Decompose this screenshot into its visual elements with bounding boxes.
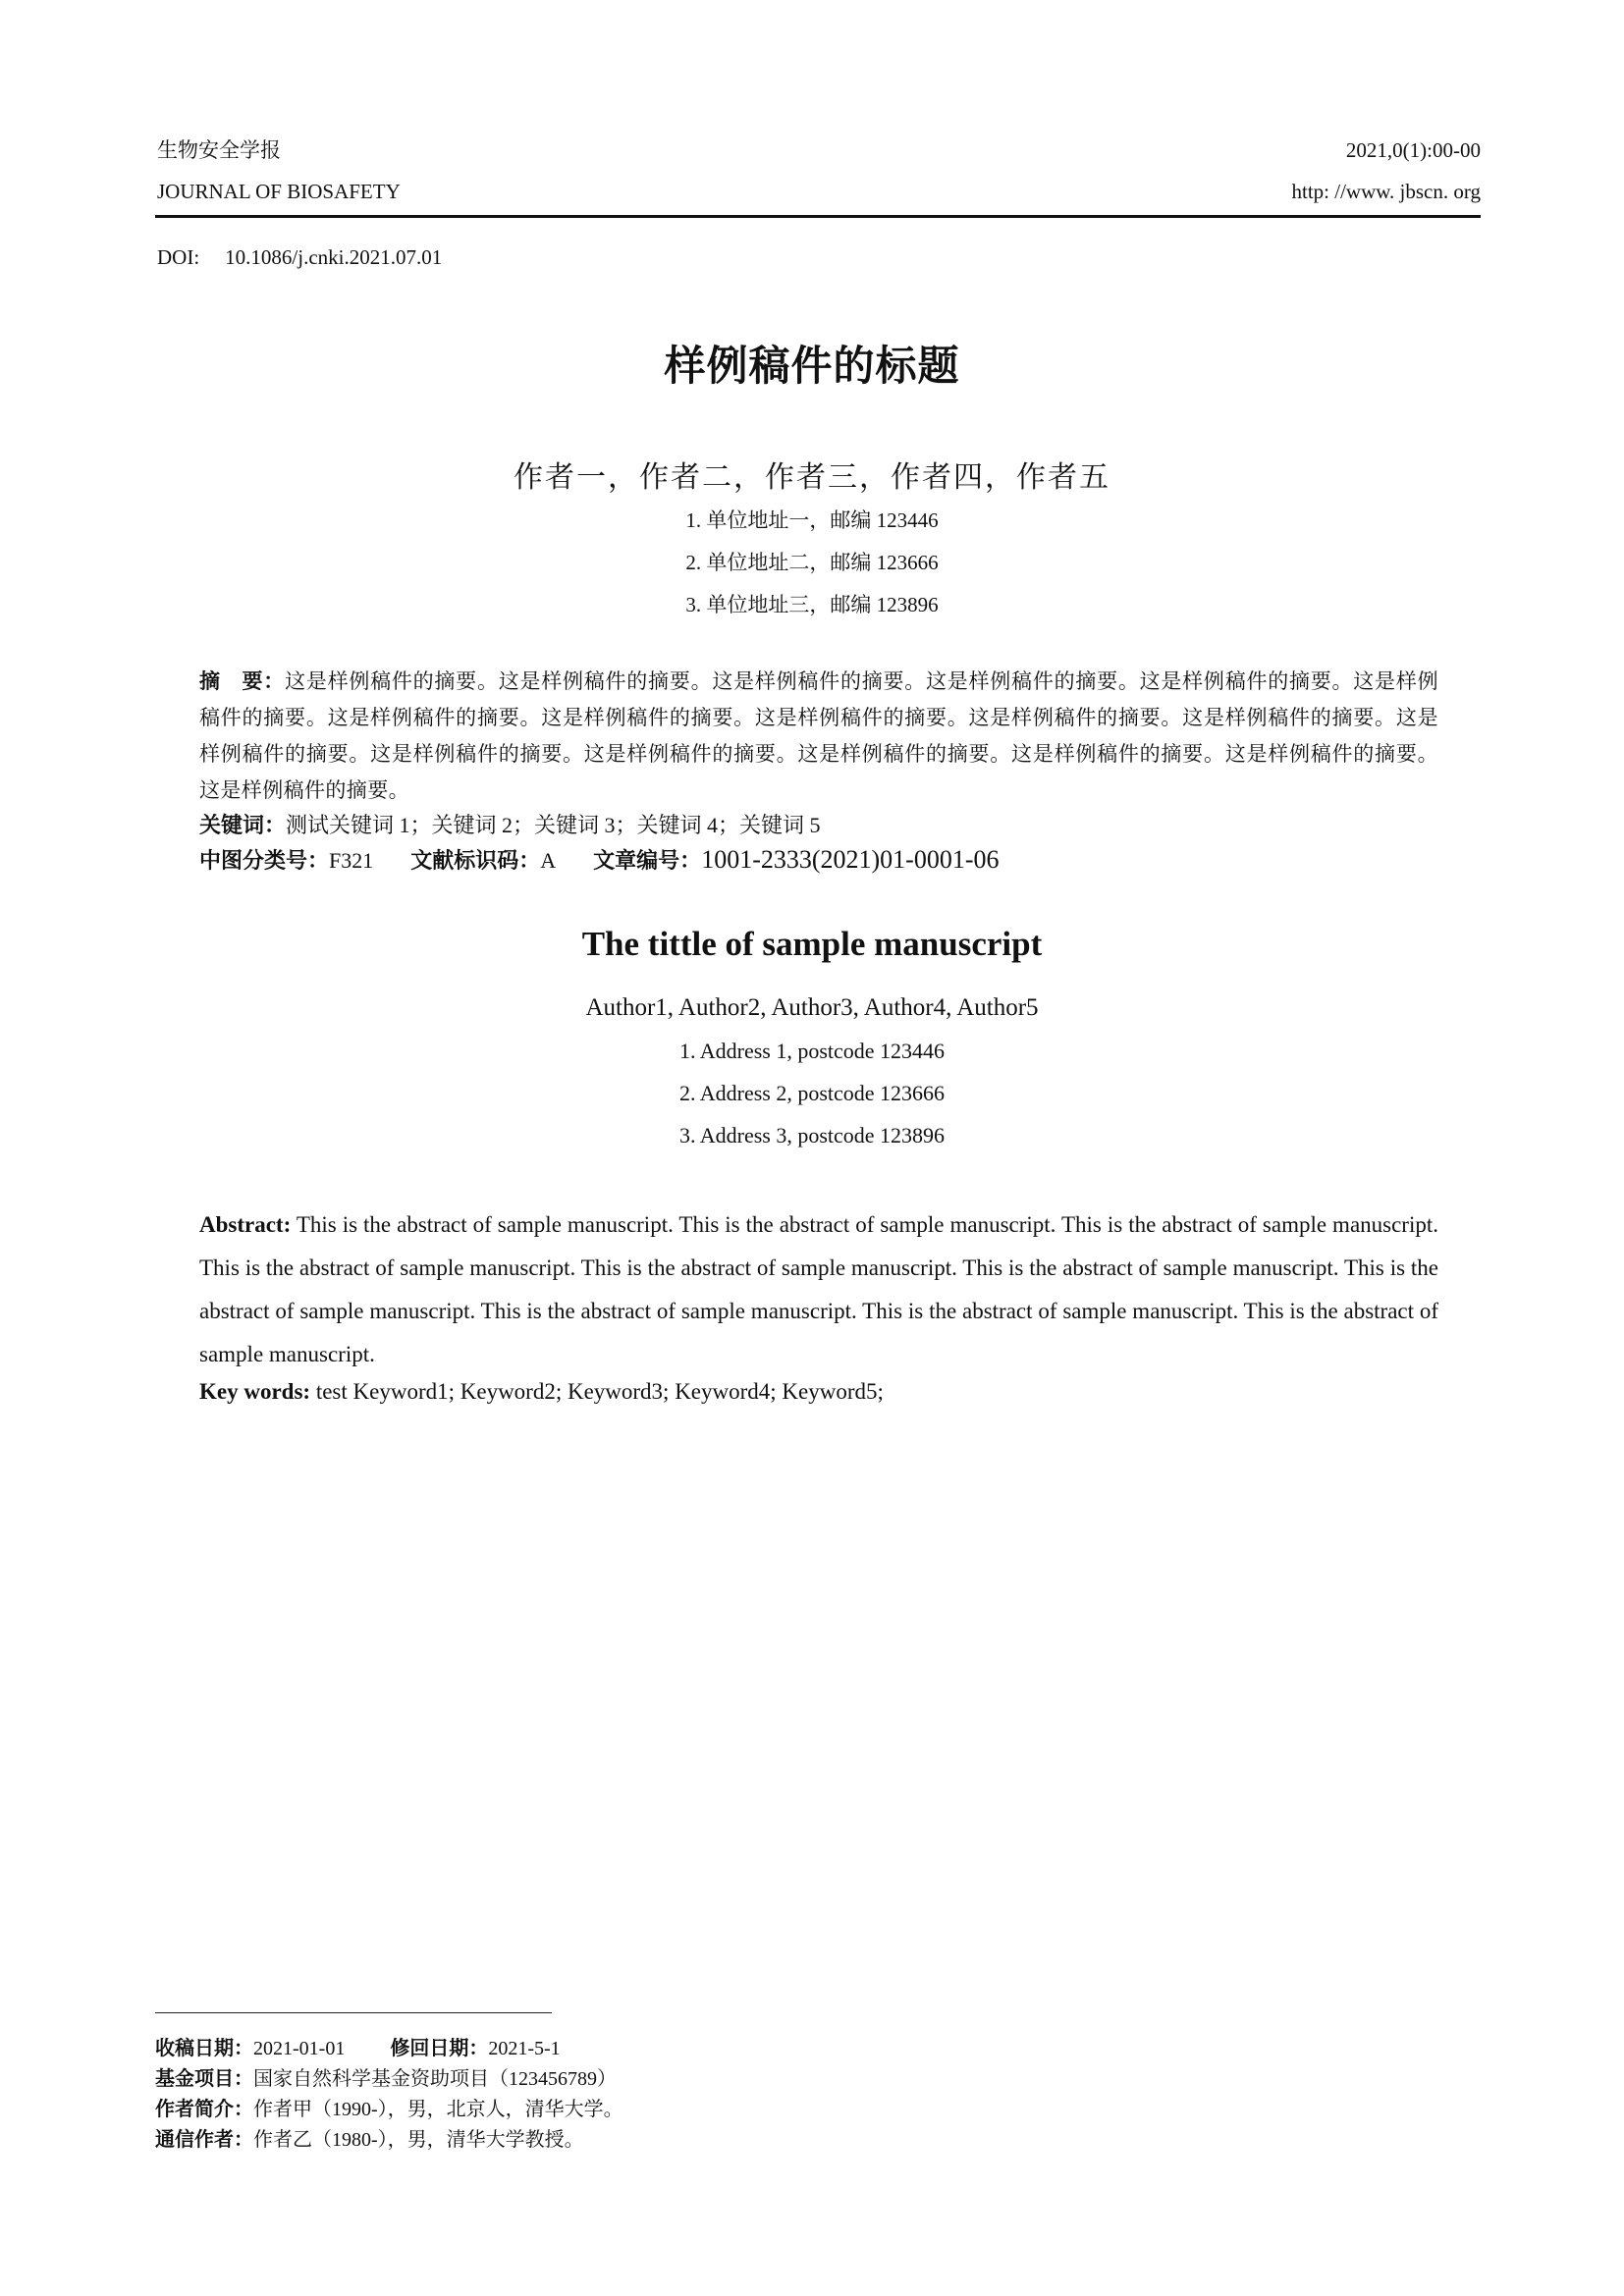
revised-value: 2021-5-1 — [488, 2038, 561, 2059]
affiliation-en-1: 1. Address 1, postcode 123446 — [678, 1039, 946, 1063]
author-bio-value: 作者甲（1990-），男，北京人，清华大学。 — [253, 2099, 623, 2120]
title-cn: 样例稿件的标题 — [664, 342, 960, 390]
abstract-cn — [199, 664, 1438, 809]
journal-url[interactable]: http: //www. jbscn. org — [1291, 180, 1481, 203]
journal-name-cn: 生物安全学报 — [157, 138, 281, 162]
title-en: The tittle of sample manuscript — [581, 925, 1043, 963]
authors-cn: 作者一，作者二，作者三，作者四，作者五 — [514, 461, 1110, 494]
header-rule — [155, 215, 1481, 218]
author-bio-label: 作者简介： — [155, 2097, 253, 2120]
received-value: 2021-01-01 — [253, 2038, 346, 2059]
clc-value: F321 — [329, 848, 374, 873]
abstract-cn-label: 摘 要： — [199, 669, 286, 693]
keywords-cn-label: 关键词： — [199, 814, 287, 838]
doi-value[interactable]: 10.1086/j.cnki.2021.07.01 — [225, 245, 443, 269]
affiliation-en-3: 3. Address 3, postcode 123896 — [678, 1123, 946, 1148]
keywords-cn — [199, 809, 821, 839]
journal-name-en: JOURNAL OF BIOSAFETY — [157, 180, 401, 203]
footnote-fund — [155, 2062, 617, 2091]
doc-code-label: 文献标识码： — [410, 849, 541, 874]
footnote-dates — [155, 2032, 561, 2060]
footnote-corresponding — [155, 2123, 584, 2152]
authors-en: Author1, Author2, Author3, Author4, Author5 — [585, 994, 1039, 1021]
footnote-rule — [155, 2012, 552, 2013]
clc-label: 中图分类号： — [199, 849, 330, 874]
fund-value: 国家自然科学基金资助项目（123456789） — [253, 2068, 617, 2090]
keywords-en-text: test Keyword1; Keyword2; Keyword3; Keyword4; Keyword5; — [315, 1379, 884, 1404]
abstract-en-text: This is the abstract of sample manuscript. This is the abstract of sample manuscript. This is the abstract of sample manuscript. This is the abstract of sample manuscript. This is the abstract of sample manuscript. This is the abstract of sample manuscript. This is the abstract of sample manuscript. This is the abstract of sample manuscript. This is the abstract of sample manuscript. This is the abstract of sample manuscript. — [199, 1212, 1438, 1366]
fund-label: 基金项目： — [155, 2066, 253, 2090]
keywords-en — [199, 1379, 884, 1405]
affiliation-cn-3: 3. 单位地址三，邮编 123896 — [685, 593, 939, 616]
doi-label: DOI: — [157, 245, 200, 269]
article-no-value: 1001-2333(2021)01-0001-06 — [701, 845, 1000, 874]
affiliation-cn-2: 2. 单位地址二，邮编 123666 — [685, 551, 939, 574]
corresponding-value: 作者乙（1980-），男，清华大学教授。 — [253, 2129, 584, 2151]
abstract-en — [199, 1203, 1438, 1376]
doc-code-value: A — [540, 848, 557, 873]
footnote-author-bio — [155, 2093, 623, 2121]
citation-info: 2021,0(1):00-00 — [1345, 138, 1481, 162]
revised-label: 修回日期： — [390, 2036, 489, 2059]
article-no-label: 文章编号： — [593, 849, 702, 874]
corresponding-label: 通信作者： — [155, 2127, 253, 2151]
doi-line — [157, 245, 442, 270]
abstract-en-label: Abstract: — [199, 1212, 292, 1237]
affiliation-cn-1: 1. 单位地址一，邮编 123446 — [685, 508, 939, 532]
keywords-cn-text: 测试关键词 1；关键词 2；关键词 3；关键词 4；关键词 5 — [286, 813, 821, 837]
abstract-cn-text: 这是样例稿件的摘要。这是样例稿件的摘要。这是样例稿件的摘要。这是样例稿件的摘要。这是样例稿件的摘要。这是样例稿件的摘要。这是样例稿件的摘要。这是样例稿件的摘要。这是样例稿件的摘要。这是样例稿件的摘要。这是样例稿件的摘要。这是样例稿件的摘要。这是样例稿件的摘要。这是样例稿件的摘要。这是样例稿件的摘要。这是样例稿件的摘要。这是样例稿件的摘要。这是样例稿件的摘要。 — [199, 669, 1438, 802]
classification-row — [199, 844, 999, 875]
affiliation-en-2: 2. Address 2, postcode 123666 — [678, 1081, 946, 1105]
received-label: 收稿日期： — [155, 2036, 253, 2059]
keywords-en-label: Key words: — [199, 1379, 311, 1404]
